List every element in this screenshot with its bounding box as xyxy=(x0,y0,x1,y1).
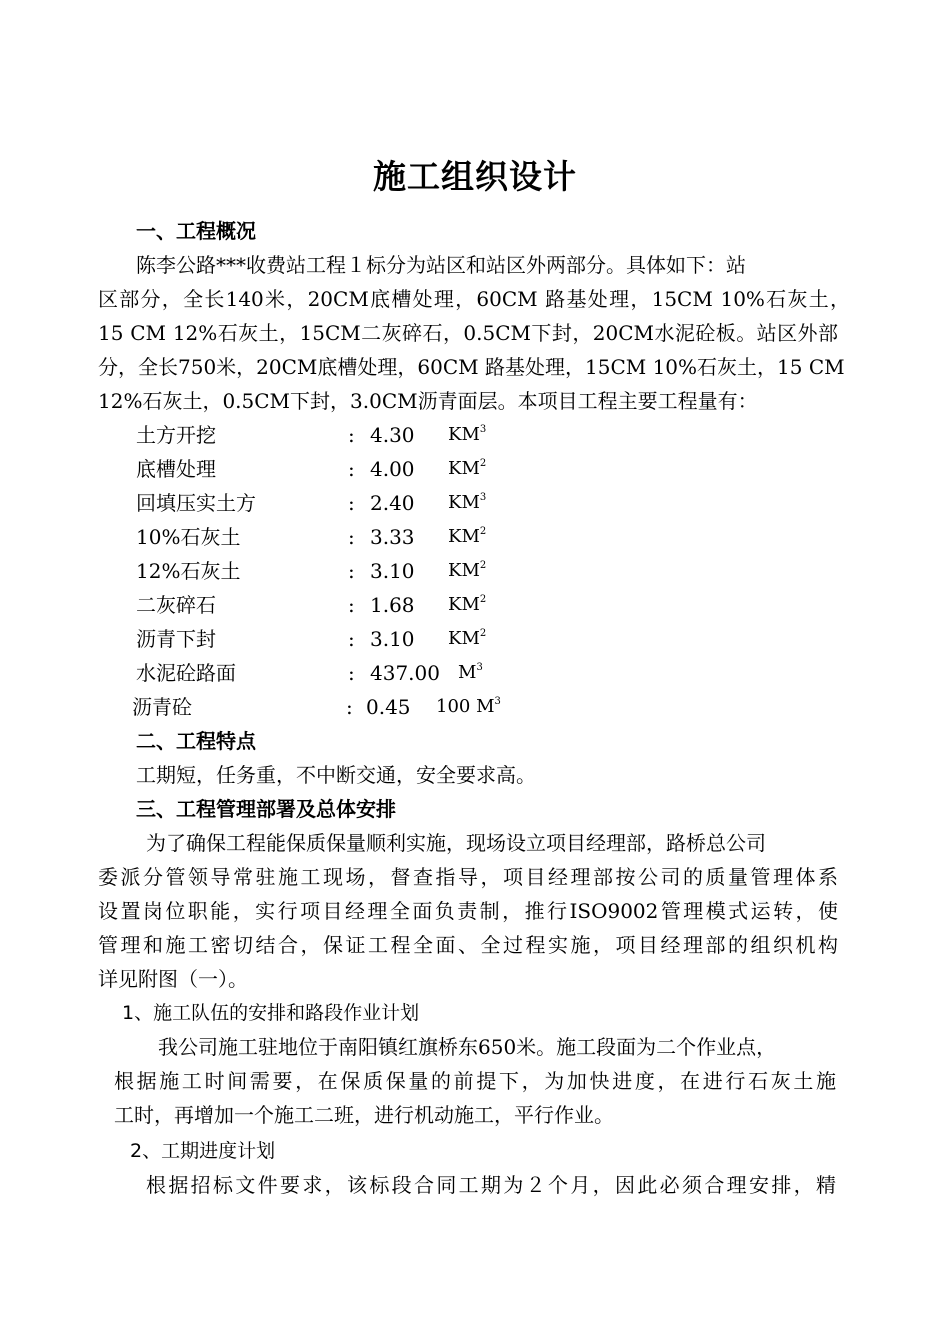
quantity-unit-text: KM xyxy=(448,560,480,581)
quantity-value: 2.40 xyxy=(370,491,415,515)
quantity-name: 二灰碎石 xyxy=(136,593,216,617)
features-text: 工期短，任务重，不中断交通，安全要求高。 xyxy=(136,763,536,787)
quantity-colon: : xyxy=(346,695,353,719)
quantity-colon: : xyxy=(348,457,355,481)
quantity-row xyxy=(136,520,556,554)
quantity-unit-exponent: 2 xyxy=(479,526,487,537)
quantity-colon: : xyxy=(348,559,355,583)
overview-para-line: 15 CM 12%石灰土，15CM二灰碎石，0.5CM下封，20CM水泥砼板。站区外部 xyxy=(98,321,838,345)
quantity-unit-text: KM xyxy=(448,492,480,513)
quantity-unit-exponent: 3 xyxy=(476,662,483,673)
section-heading-management: 三、工程管理部署及总体安排 xyxy=(136,797,396,821)
quantity-unit-exponent: 3 xyxy=(494,696,501,707)
management-para-line: 详见附图（一）。 xyxy=(98,967,248,991)
quantity-unit xyxy=(458,656,483,690)
management-para-line: 委派分管领导常驻施工现场，督查指导，项目经理部按公司的质量管理体系 xyxy=(98,865,838,889)
quantity-unit-text: KM xyxy=(448,628,480,649)
team-arrangement-para-line: 工时，再增加一个施工二班，进行机动施工，平行作业。 xyxy=(114,1103,614,1127)
quantity-row xyxy=(136,622,556,656)
quantity-unit xyxy=(448,486,486,520)
quantity-unit-text: KM xyxy=(448,424,480,445)
quantity-value: 0.45 xyxy=(366,695,411,719)
quantity-colon: : xyxy=(348,491,355,515)
quantity-row xyxy=(136,418,556,452)
quantity-unit-text: KM xyxy=(448,594,480,615)
quantity-value: 4.00 xyxy=(370,457,415,481)
subsection-heading-schedule: 2、工期进度计划 xyxy=(130,1140,276,1162)
quantity-unit-exponent: 3 xyxy=(479,492,487,503)
quantity-name: 沥青砼 xyxy=(132,695,192,719)
quantity-unit-text: KM xyxy=(448,458,480,479)
quantity-unit-text: KM xyxy=(448,526,480,547)
quantity-colon: : xyxy=(348,627,355,651)
document-title: 施工组织设计 xyxy=(373,157,577,196)
quantity-colon: : xyxy=(348,423,355,447)
quantity-unit-exponent: 2 xyxy=(479,560,487,571)
quantity-unit-exponent: 2 xyxy=(479,628,487,639)
quantity-unit-exponent: 2 xyxy=(479,458,487,469)
quantity-name: 沥青下封 xyxy=(136,627,216,651)
quantity-unit xyxy=(448,622,486,656)
quantity-value: 4.30 xyxy=(370,423,415,447)
quantity-unit-text: M xyxy=(458,662,477,683)
quantity-value: 437.00 xyxy=(370,661,440,685)
quantity-value: 1.68 xyxy=(370,593,415,617)
quantity-colon: : xyxy=(348,525,355,549)
overview-para-line: 12%石灰土，0.5CM下封，3.0CM沥青面层。本项目工程主要工程量有： xyxy=(98,389,758,413)
quantity-unit-exponent: 3 xyxy=(479,424,487,435)
quantity-unit-text: 100 M xyxy=(436,696,495,717)
team-arrangement-para-line: 我公司施工驻地位于南阳镇红旗桥东650米。施工段面为二个作业点， xyxy=(158,1035,777,1059)
section-heading-features: 二、工程特点 xyxy=(136,729,256,753)
quantity-name: 回填压实土方 xyxy=(136,491,256,515)
quantity-row xyxy=(132,690,552,724)
overview-para-line: 区部分，全长140米，20CM底槽处理，60CM 路基处理，15CM 10%石灰土， xyxy=(98,287,850,311)
quantity-colon: : xyxy=(348,661,355,685)
section-heading-overview: 一、工程概况 xyxy=(136,219,256,243)
quantity-colon: : xyxy=(348,593,355,617)
quantity-value: 3.33 xyxy=(370,525,415,549)
quantity-unit xyxy=(448,418,486,452)
schedule-para-line: 根据招标文件要求，该标段合同工期为２个月，因此必须合理安排，精 xyxy=(146,1173,836,1197)
quantity-value: 3.10 xyxy=(370,559,415,583)
quantity-unit xyxy=(448,554,486,588)
overview-para-line: 陈李公路***收费站工程１标分为站区和站区外两部分。具体如下：站 xyxy=(136,253,746,277)
quantity-name: 12%石灰土 xyxy=(136,559,241,583)
quantity-row xyxy=(136,554,556,588)
quantity-value: 3.10 xyxy=(370,627,415,651)
subsection-heading-team-arrangement: 1、施工队伍的安排和路段作业计划 xyxy=(122,1002,420,1024)
management-para-line: 管理和施工密切结合，保证工程全面、全过程实施，项目经理部的组织机构 xyxy=(98,933,838,957)
quantity-name: 水泥砼路面 xyxy=(136,661,236,685)
management-para-line: 为了确保工程能保质保量顺利实施，现场设立项目经理部，路桥总公司 xyxy=(146,831,766,855)
quantity-row xyxy=(136,486,556,520)
quantity-name: 土方开挖 xyxy=(136,423,216,447)
quantity-unit xyxy=(448,520,486,554)
quantity-row xyxy=(136,588,556,622)
quantity-name: 10%石灰土 xyxy=(136,525,241,549)
quantity-unit xyxy=(436,690,501,724)
quantity-row xyxy=(136,656,556,690)
quantity-unit xyxy=(448,588,486,622)
quantity-unit-exponent: 2 xyxy=(479,594,487,605)
quantity-unit xyxy=(448,452,486,486)
team-arrangement-para-line: 根据施工时间需要，在保质保量的前提下，为加快进度，在进行石灰土施 xyxy=(114,1069,836,1093)
overview-para-line: 分，全长750米，20CM底槽处理，60CM 路基处理，15CM 10%石灰土，15 CM xyxy=(98,355,845,379)
quantity-name: 底槽处理 xyxy=(136,457,216,481)
quantity-row xyxy=(136,452,556,486)
management-para-line: 设置岗位职能，实行项目经理全面负责制，推行ISO9002管理模式运转，使 xyxy=(98,899,838,923)
